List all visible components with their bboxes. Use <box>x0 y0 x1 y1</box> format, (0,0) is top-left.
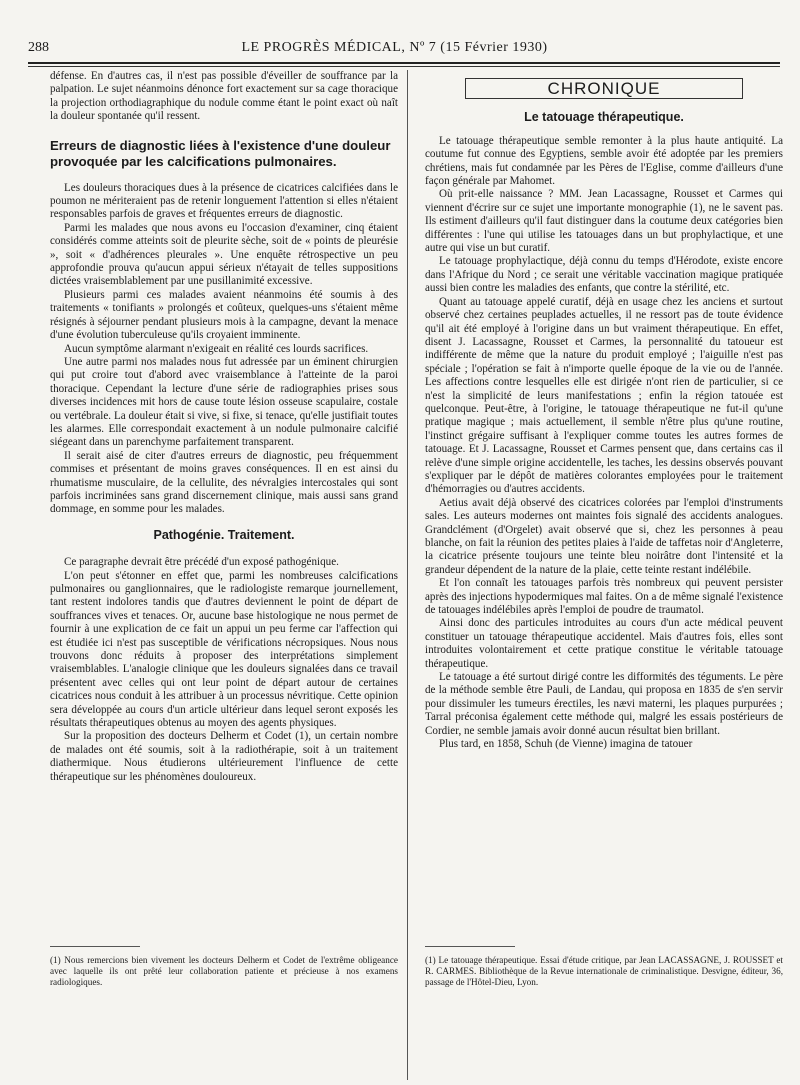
paragraph: Il serait aisé de citer d'autres erreurs de diagnostic, peu fréquemment commises et présentant de moins graves conséquences. Il en est ainsi du rhumatisme musculaire, de la cellulite, des névralgies intercostales qui sont parfois incriminées sans grand discernement clinique, mais aussi sans grand dommage, en somme pour les malades. <box>50 449 398 516</box>
article-title: Le tatouage thérapeutique. <box>524 110 684 125</box>
header-rule-thick <box>28 62 780 64</box>
paragraph: Quant au tatouage appelé curatif, déjà en usage chez les anciens et surtout observé chez certaines peuplades actuelles, il ne ressort pas de toute évidence qu'il ait été employé à l'origine dans un but vraiment thérapeutique. En effet, disent J. Lacassagne, Rousset et Carmes, la personnalité du tatoueur est indifférente de même que la nature du produit employé ; l'aiguille n'est pas spéciale ; l'opération se fait à n'importe quelle époque de la vie ou de l'année. Les affections contre lesquelles elle est dirigée n'ont rien de particulier, si ce n'est la simplicité de leurs manifestations ; enfin la région tatouée est quelconque. Peut-être, à l'origine, le tatouage thérapeutique ne fut-il qu'une pratique magique ; mais actuellement, il semble n'être plus qu'une routine, l'instinct grégaire suffisant à l'expliquer comme toutes les autres formes de tatouage. Et J. Lacassagne, Rousset et Carmes pensent que, dans certains cas il relève d'une simple origine accidentelle, les taches, les dessins observés pouvant s'expliquer par le dépôt de matières colorantes employées pour le traitement d'hémorragies ou d'autres accidents. <box>425 295 783 496</box>
paragraph: Aucun symptôme alarmant n'exigeait en réalité ces lourds sacrifices. <box>64 342 369 355</box>
footnote-rule <box>50 946 140 947</box>
paragraph: Ainsi donc des particules introduites au cours d'un acte médical peuvent constituer un tatouage thérapeutique accidentel. Mais d'autres fois, elles sont introduites volontairement et cette pratique constitue le véritable tatouage thérapeutique. <box>425 617 783 670</box>
paragraph: Et l'on connaît les tatouages parfois très nombreux qui peuvent persister après des injections hypodermiques mal faites. On a de même signalé l'existence de tatouages indélébiles après l'emploi de poudre de traumatol. <box>425 577 783 617</box>
paragraph: Le tatouage a été surtout dirigé contre les difformités des téguments. Le père de la méthode semble être Pauli, de Landau, qui proposa en 1835 de s'en servir pour dissimuler les tumeurs érectiles, les nævi materni, les plaques purpurées ; Tarral préconisa également cette méthode qui, malgré les essais postérieurs de Cordier, ne semble jamais avoir donné aucun résultat bien brillant. <box>425 671 783 737</box>
paragraph: Où prit-elle naissance ? MM. Jean Lacassagne, Rousset et Carmes qui viennent d'écrire sur ce sujet une importante monographie (1), ne le savent pas. Ils estiment d'ailleurs qu'il faut distinguer dans la coutume deux catégories bien différentes : l'une qui utilise les tatouages dans un but prophylactique, et une autre qui vise un but curatif. <box>425 188 783 255</box>
paragraph: Ce paragraphe devrait être précédé d'un exposé pathogénique. <box>64 556 339 569</box>
footnote-text: (1) Nous remercions bien vivement les docteurs Delherm et Codet de l'extrême obligeance avec laquelle ils ont prêté leur collaboration patiente et précieuse à nos examens radiologiques. <box>50 955 398 987</box>
paragraph: Parmi les malades que nous avons eu l'occasion d'examiner, cinq étaient considérés comme atteints soit de pleurite sèche, soit de « points de pleurésie », soit « d'adhérences pleurales ». Une enquête rétrospective un peu approfondie prouva qu'aucun appui sérieux n'étayait de telles suppositions dictées vraisemblablement par une pusillanimité excessive. <box>50 221 398 288</box>
page-header <box>28 40 780 62</box>
chronique-section-label: CHRONIQUE <box>465 78 743 99</box>
page-number: 288 <box>28 40 49 55</box>
paragraph: Le tatouage prophylactique, déjà connu du temps d'Hérodote, existe encore dans l'Afrique du Nord ; ce serait une véritable vaccination magique pratiquée aussi bien contre les maladies des enfants, que contre la stérilité, etc. <box>425 255 783 295</box>
left-column <box>50 70 398 784</box>
paragraph: Une autre parmi nos malades nous fut adressée par un éminent chirurgien qui put croire tout d'abord avec vraisemblance à l'atteinte de la paroi thoracique. Cependant la lecture d'une série de radiographies prises sous diverses incidences mit hors de cause toute lésion osseuse scapulaire, costale ou vertébrale. La douleur était si vive, si fixe, si tenace, qu'elle justifiait toutes les alarmes. Elle correspondait exactement à un nodule pulmonaire calcifié siégeant dans un parenchyme parfaitement transparent. <box>50 355 398 449</box>
paragraph: Les douleurs thoraciques dues à la présence de cicatrices calcifiées dans le poumon ne mériteraient pas de retenir longuement l'attention si elles n'étaient responsables parfois de graves et fréquentes erreurs de diagnostic. <box>50 181 398 221</box>
section-heading-diagnostic-errors: Erreurs de diagnostic liées à l'existence d'une douleur provoquée par les calcifications pulmonaires. <box>50 137 391 169</box>
paragraph: Plusieurs parmi ces malades avaient néanmoins été soumis à des traitements « tonifiants » prolongés et coûteux, quelques-uns s'étaient même résignés à séjourner pendant plusieurs mois à la campagne, devant la menace d'une évolution tuberculeuse qu'ils croyaient imminente. <box>50 288 398 342</box>
footnote-left <box>50 946 398 988</box>
column-separator <box>407 70 408 1080</box>
paragraph: L'on peut s'étonner en effet que, parmi les nombreuses calcifications pulmonaires ou ganglionnaires, que le radiologiste remarque journellement, tant restent indolores tandis que d'autres deviennent le point de départ de souffrances vives et tenaces. Or, aucune base histologique ne nous permet de fournir à une explication de ce fait un appui un peu ferme car l'affection qui est étudiée ici n'est pas susceptible de vérifications nécropsiques. Nous nous trouvons donc réduits à proposer des interprétations simplement vraisemblables. L'analogie clinique que les douleurs signalées dans ce travail présentent avec celles qui ont leur point de départ autour de certaines cicatrices nous conduit à les attribuer à un processus névritique. Cette opinion sera développée au cours d'un article ultérieur dans lequel seront exposés les résultats thérapeutiques obtenus au moyen des agents physiques. <box>50 569 398 730</box>
footnote-rule <box>425 946 515 947</box>
running-title: LE PROGRÈS MÉDICAL, Nº 7 (15 Février 1930) <box>241 40 548 55</box>
paragraph: Plus tard, en 1858, Schuh (de Vienne) imagina de tatouer <box>439 738 693 751</box>
paragraph: Sur la proposition des docteurs Delherm et Codet (1), un certain nombre de malades ont été soumis, soit à la radiothérapie, soit à un traitement diathermique. Nous étudierons ultérieurement l'influence de cette thérapeutique sur les phénomènes douloureux. <box>50 730 398 783</box>
footnote-text: (1) Le tatouage thérapeutique. Essai d'étude critique, par Jean LACASSAGNE, J. ROUSSET et R. CARMES. Bibliothèque de la Revue internationale de criminalistique. Desvigne, éditeur, 36, passage de l'Hôtel-Dieu, Lyon. <box>425 955 783 987</box>
section-heading-pathogenie: Pathogénie. Traitement. <box>153 527 295 542</box>
footnote-right <box>425 946 783 988</box>
paragraph: Aetius avait déjà observé des cicatrices colorées par l'emploi d'instruments sales. Les auteurs modernes ont maintes fois signalé des accidents analogues. Grandclément (d'Orgelet) avait observé que si, chez les personnes à peau blanche, on fait la réunion des petites plaies à l'aide de taffetas noir d'Angleterre, la cicatrice présente toujours une teinte bleu noirâtre dont l'intensité et la grandeur dépendent de la nature de la plaie, cette teinte restant indélébile. <box>425 496 783 576</box>
paragraph: Le tatouage thérapeutique semble remonter à la plus haute antiquité. La coutume fut connue des Egyptiens, semble avoir été adoptée par les premiers chrétiens, mais fut condamnée par les Pères de l'Eglise, comme d'ailleurs d'une façon générale par Mahomet. <box>425 134 783 188</box>
paragraph: défense. En d'autres cas, il n'est pas possible d'éveiller de souffrance par la palpation. Le sujet néanmoins dénonce fort exactement sur sa cage thoracique la projection orthodiagraphique du nodule comme étant le point exact où naît la douleur spontanée qu'il ressent. <box>50 70 398 123</box>
header-rule-thin <box>28 66 780 67</box>
right-column <box>425 70 783 752</box>
